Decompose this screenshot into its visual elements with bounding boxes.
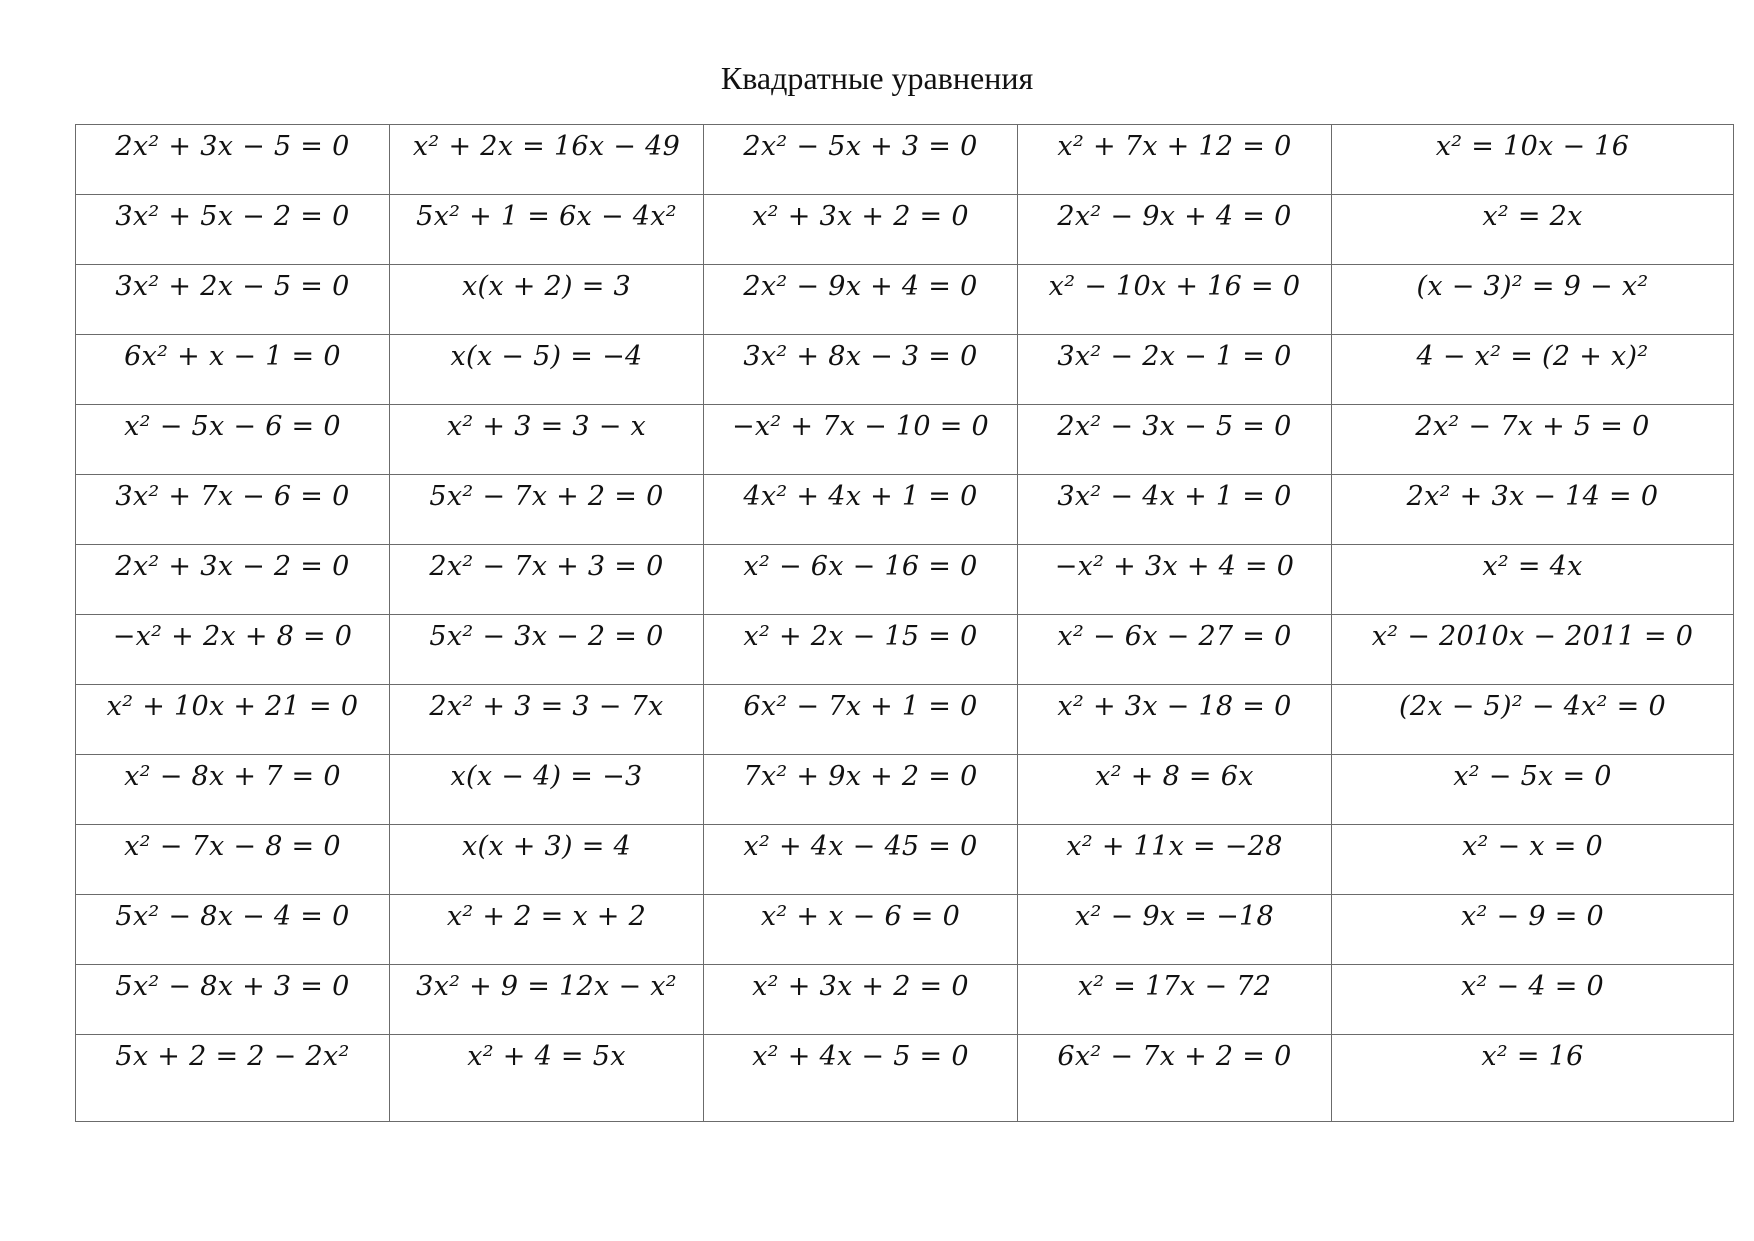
equation: x² + 3 = 3 − x — [446, 411, 647, 442]
equation: x² + 8 = 6x — [1095, 761, 1254, 792]
table-row — [76, 405, 1734, 475]
table-cell — [704, 335, 1018, 405]
table-cell — [1332, 965, 1734, 1035]
equation: 5x + 2 = 2 − 2x² — [115, 1041, 350, 1072]
table-cell — [76, 755, 390, 825]
table-cell — [390, 825, 704, 895]
table-cell — [1018, 895, 1332, 965]
page-title: Квадратные уравнения — [720, 60, 1034, 96]
equation: 3x² − 4x + 1 = 0 — [1057, 481, 1292, 512]
equation: x² = 4x — [1482, 551, 1583, 582]
equation: 2x² + 3x − 14 = 0 — [1406, 481, 1659, 512]
table-cell — [1332, 825, 1734, 895]
equation: x² = 17x − 72 — [1077, 971, 1272, 1002]
table-cell — [390, 895, 704, 965]
equation: 3x² + 2x − 5 = 0 — [115, 271, 350, 302]
table-cell — [1332, 405, 1734, 475]
table-row — [76, 685, 1734, 755]
equation: x² + 4 = 5x — [467, 1041, 626, 1072]
equation: x(x − 5) = −4 — [450, 341, 643, 372]
table-row — [76, 335, 1734, 405]
table-cell — [76, 125, 390, 195]
equation: x² − 4 = 0 — [1461, 971, 1604, 1002]
equation: x² + 4x − 5 = 0 — [752, 1041, 969, 1072]
equation: x² − 9x = −18 — [1075, 901, 1274, 932]
table-cell — [704, 265, 1018, 335]
table-cell — [76, 965, 390, 1035]
table-cell — [704, 195, 1018, 265]
table-row — [76, 615, 1734, 685]
equation: x² = 16 — [1481, 1041, 1584, 1072]
table-cell — [76, 265, 390, 335]
equation: 5x² − 7x + 2 = 0 — [429, 481, 664, 512]
table-cell — [1332, 1035, 1734, 1122]
equation: 7x² + 9x + 2 = 0 — [743, 761, 978, 792]
equations-table — [75, 124, 1734, 1122]
table-cell — [76, 825, 390, 895]
table-cell — [390, 755, 704, 825]
equation: 5x² − 8x + 3 = 0 — [115, 971, 350, 1002]
table-row — [76, 125, 1734, 195]
equation: x² − 9 = 0 — [1461, 901, 1604, 932]
equation: x² + 4x − 45 = 0 — [743, 831, 978, 862]
table-cell — [390, 965, 704, 1035]
table-cell — [1018, 475, 1332, 545]
table-cell — [704, 405, 1018, 475]
table-cell — [1332, 265, 1734, 335]
equation: x² + 2x = 16x − 49 — [412, 131, 681, 162]
table-cell — [390, 475, 704, 545]
table-cell — [1018, 825, 1332, 895]
equation: x² − 6x − 27 = 0 — [1057, 621, 1292, 652]
table-row — [76, 825, 1734, 895]
equation: x² = 10x − 16 — [1435, 131, 1630, 162]
table-cell — [390, 125, 704, 195]
table-cell — [76, 1035, 390, 1122]
table-cell — [76, 195, 390, 265]
equation: x² + 3x + 2 = 0 — [752, 201, 969, 232]
equation: 2x² − 9x + 4 = 0 — [1057, 201, 1292, 232]
table-cell — [704, 125, 1018, 195]
table-cell — [1018, 615, 1332, 685]
equation: x² − 10x + 16 = 0 — [1048, 271, 1301, 302]
table-cell — [1332, 685, 1734, 755]
equation: x(x − 4) = −3 — [450, 761, 643, 792]
equation: 2x² − 7x + 3 = 0 — [429, 551, 664, 582]
equation: −x² + 7x − 10 = 0 — [731, 411, 990, 442]
table-cell — [390, 405, 704, 475]
equation: x² − 7x − 8 = 0 — [124, 831, 341, 862]
table-cell — [1332, 545, 1734, 615]
table-cell — [1332, 755, 1734, 825]
table-cell — [1332, 335, 1734, 405]
table-cell — [1018, 965, 1332, 1035]
table-cell — [76, 335, 390, 405]
equation: 5x² − 8x − 4 = 0 — [115, 901, 350, 932]
table-cell — [1018, 195, 1332, 265]
table-cell — [1332, 125, 1734, 195]
equation: 6x² + x − 1 = 0 — [124, 341, 341, 372]
equation: x² + 3x + 2 = 0 — [752, 971, 969, 1002]
equation: x(x + 3) = 4 — [461, 831, 632, 862]
equation: −x² + 2x + 8 = 0 — [112, 621, 353, 652]
equations-table-body — [76, 125, 1734, 1122]
equation: x(x + 2) = 3 — [461, 271, 632, 302]
equation: 3x² + 9 = 12x − x² — [416, 971, 677, 1002]
equation: −x² + 3x + 4 = 0 — [1054, 551, 1295, 582]
table-cell — [1018, 755, 1332, 825]
table-cell — [390, 545, 704, 615]
table-cell — [704, 825, 1018, 895]
table-row — [76, 1035, 1734, 1122]
table-cell — [76, 895, 390, 965]
table-row — [76, 755, 1734, 825]
table-cell — [390, 195, 704, 265]
table-cell — [390, 615, 704, 685]
equation: x² + 2x − 15 = 0 — [743, 621, 978, 652]
table-cell — [1018, 125, 1332, 195]
equation: 2x² − 9x + 4 = 0 — [743, 271, 978, 302]
equation: 2x² − 5x + 3 = 0 — [743, 131, 978, 162]
table-cell — [704, 755, 1018, 825]
table-cell — [1018, 1035, 1332, 1122]
table-cell — [390, 685, 704, 755]
table-cell — [76, 615, 390, 685]
table-cell — [76, 405, 390, 475]
table-cell — [1332, 615, 1734, 685]
equation: 6x² − 7x + 2 = 0 — [1057, 1041, 1292, 1072]
equation: 3x² + 8x − 3 = 0 — [743, 341, 978, 372]
equation: 2x² + 3x − 5 = 0 — [115, 131, 350, 162]
table-row — [76, 895, 1734, 965]
equation: 4 − x² = (2 + x)² — [1416, 341, 1649, 372]
equation: x² = 2x — [1482, 201, 1583, 232]
table-row — [76, 265, 1734, 335]
table-cell — [1332, 195, 1734, 265]
table-row — [76, 195, 1734, 265]
table-cell — [390, 1035, 704, 1122]
equation: 4x² + 4x + 1 = 0 — [743, 481, 978, 512]
table-cell — [1332, 895, 1734, 965]
table-cell — [1018, 405, 1332, 475]
table-row — [76, 965, 1734, 1035]
equation: x² + 10x + 21 = 0 — [106, 691, 359, 722]
equation: 5x² + 1 = 6x − 4x² — [416, 201, 677, 232]
table-cell — [704, 475, 1018, 545]
table-cell — [76, 475, 390, 545]
equation: 3x² − 2x − 1 = 0 — [1057, 341, 1292, 372]
table-cell — [390, 335, 704, 405]
equation: (2x − 5)² − 4x² = 0 — [1399, 691, 1666, 722]
table-cell — [1018, 335, 1332, 405]
table-cell — [704, 1035, 1018, 1122]
equation: x² + 7x + 12 = 0 — [1057, 131, 1292, 162]
equation: 3x² + 7x − 6 = 0 — [115, 481, 350, 512]
equation: x² − 6x − 16 = 0 — [743, 551, 978, 582]
equation: 2x² + 3 = 3 − 7x — [429, 691, 664, 722]
table-cell — [704, 615, 1018, 685]
equation: 3x² + 5x − 2 = 0 — [115, 201, 350, 232]
table-cell — [1018, 545, 1332, 615]
equation: x² − 2010x − 2011 = 0 — [1371, 621, 1694, 652]
equation: x² + 2 = x + 2 — [446, 901, 647, 932]
table-cell — [704, 895, 1018, 965]
table-cell — [1018, 265, 1332, 335]
equation: x² + 3x − 18 = 0 — [1057, 691, 1292, 722]
table-cell — [390, 265, 704, 335]
equation: 5x² − 3x − 2 = 0 — [429, 621, 664, 652]
table-cell — [704, 685, 1018, 755]
equation: x² − 5x = 0 — [1453, 761, 1612, 792]
table-cell — [76, 685, 390, 755]
table-cell — [704, 545, 1018, 615]
equation: x² − 8x + 7 = 0 — [124, 761, 341, 792]
equation: x² − x = 0 — [1461, 831, 1604, 862]
equation: 2x² − 7x + 5 = 0 — [1415, 411, 1650, 442]
equation: x² + x − 6 = 0 — [760, 901, 961, 932]
table-row — [76, 545, 1734, 615]
equation: (x − 3)² = 9 − x² — [1416, 271, 1649, 302]
table-cell — [1332, 475, 1734, 545]
equation: 6x² − 7x + 1 = 0 — [743, 691, 978, 722]
table-cell — [704, 965, 1018, 1035]
table-row — [76, 475, 1734, 545]
table-cell — [76, 545, 390, 615]
equation: 2x² − 3x − 5 = 0 — [1057, 411, 1292, 442]
equation: x² + 11x = −28 — [1066, 831, 1283, 862]
equation: 2x² + 3x − 2 = 0 — [115, 551, 350, 582]
table-cell — [1018, 685, 1332, 755]
equation: x² − 5x − 6 = 0 — [124, 411, 341, 442]
